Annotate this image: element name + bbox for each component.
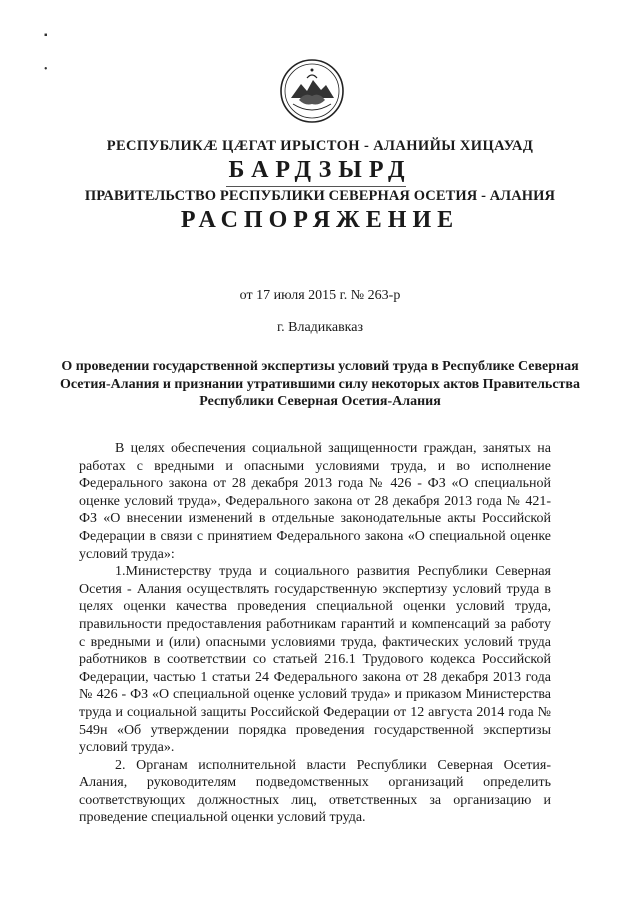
document-city: г. Владикавказ: [276, 320, 364, 335]
header-line-government-name: ПРАВИТЕЛЬСТВО РЕСПУБЛИКИ СЕВЕРНАЯ ОСЕТИЯ - АЛАНИЯ: [84, 188, 556, 204]
header-line-bardzyrd: БАРДЗЫРД: [228, 157, 412, 183]
body-paragraph-intro: В целях обеспечения социальной защищенности граждан, занятых на работах с вредными и опасными условиями труда, и во исполнение Федерального закона от 28 декабря 2013 года № 426 - ФЗ «О специальной оценке условий труда», Федерального закона от 28 декабря 2013 года № 421-ФЗ «О внесении изменений в отдельные законодательные акты Российской Федерации в связи с принятием Федерального закона «О специальной оценке условий труда»:: [79, 441, 551, 562]
body-paragraph-item-1: 1.Министерству труда и социального развития Республики Северная Осетия - Алания осуществлять государственную экспертизу условий труда в целях оценки качества проведения специальной оценки условий труда, правильности предоставления работникам гарантий и компенсаций за работу с вредными и (или) опасными условиями труда, фактических условий труда работников в соответствии со статьей 216.1 Трудового кодекса Российской Федерации, частью 1 статьи 24 Федерального закона от 28 декабря 2013 года № 426 - ФЗ «О специальной оценке условий труда» и приказом Министерства труда и социальной защиты Российской Федерации от 12 августа 2014 года № 549н «Об утверждении порядка проведения государственной экспертизы условий труда».: [79, 564, 551, 756]
scan-mark: •: [44, 64, 48, 75]
document-type-heading: РАСПОРЯЖЕНИЕ: [180, 207, 460, 233]
document-title: О проведении государственной экспертизы условий труда в Республике Северная Осетия-Алания и признании утратившими силу некоторых актов Правительства Республики Северная Осетия-Алания: [60, 359, 580, 409]
header-underline: [226, 186, 406, 187]
scan-mark: ▪: [44, 30, 48, 41]
header-line-ossetian-government: РЕСПУБЛИКӔ ЦӔГАТ ИРЫСТОН - АЛАНИЙЫ ХИЦАУАД: [106, 138, 534, 154]
coat-of-arms-emblem: [279, 58, 345, 124]
document-date-number: от 17 июля 2015 г. № 263-р: [239, 288, 401, 303]
document-body: [79, 440, 551, 827]
body-paragraph-item-2: 2. Органам исполнительной власти Республики Северная Осетия-Алания, руководителям подведомственных организаций определить соответствующих должностных лиц, ответственных за организацию и проведение специальной оценки условий труда.: [79, 757, 551, 826]
